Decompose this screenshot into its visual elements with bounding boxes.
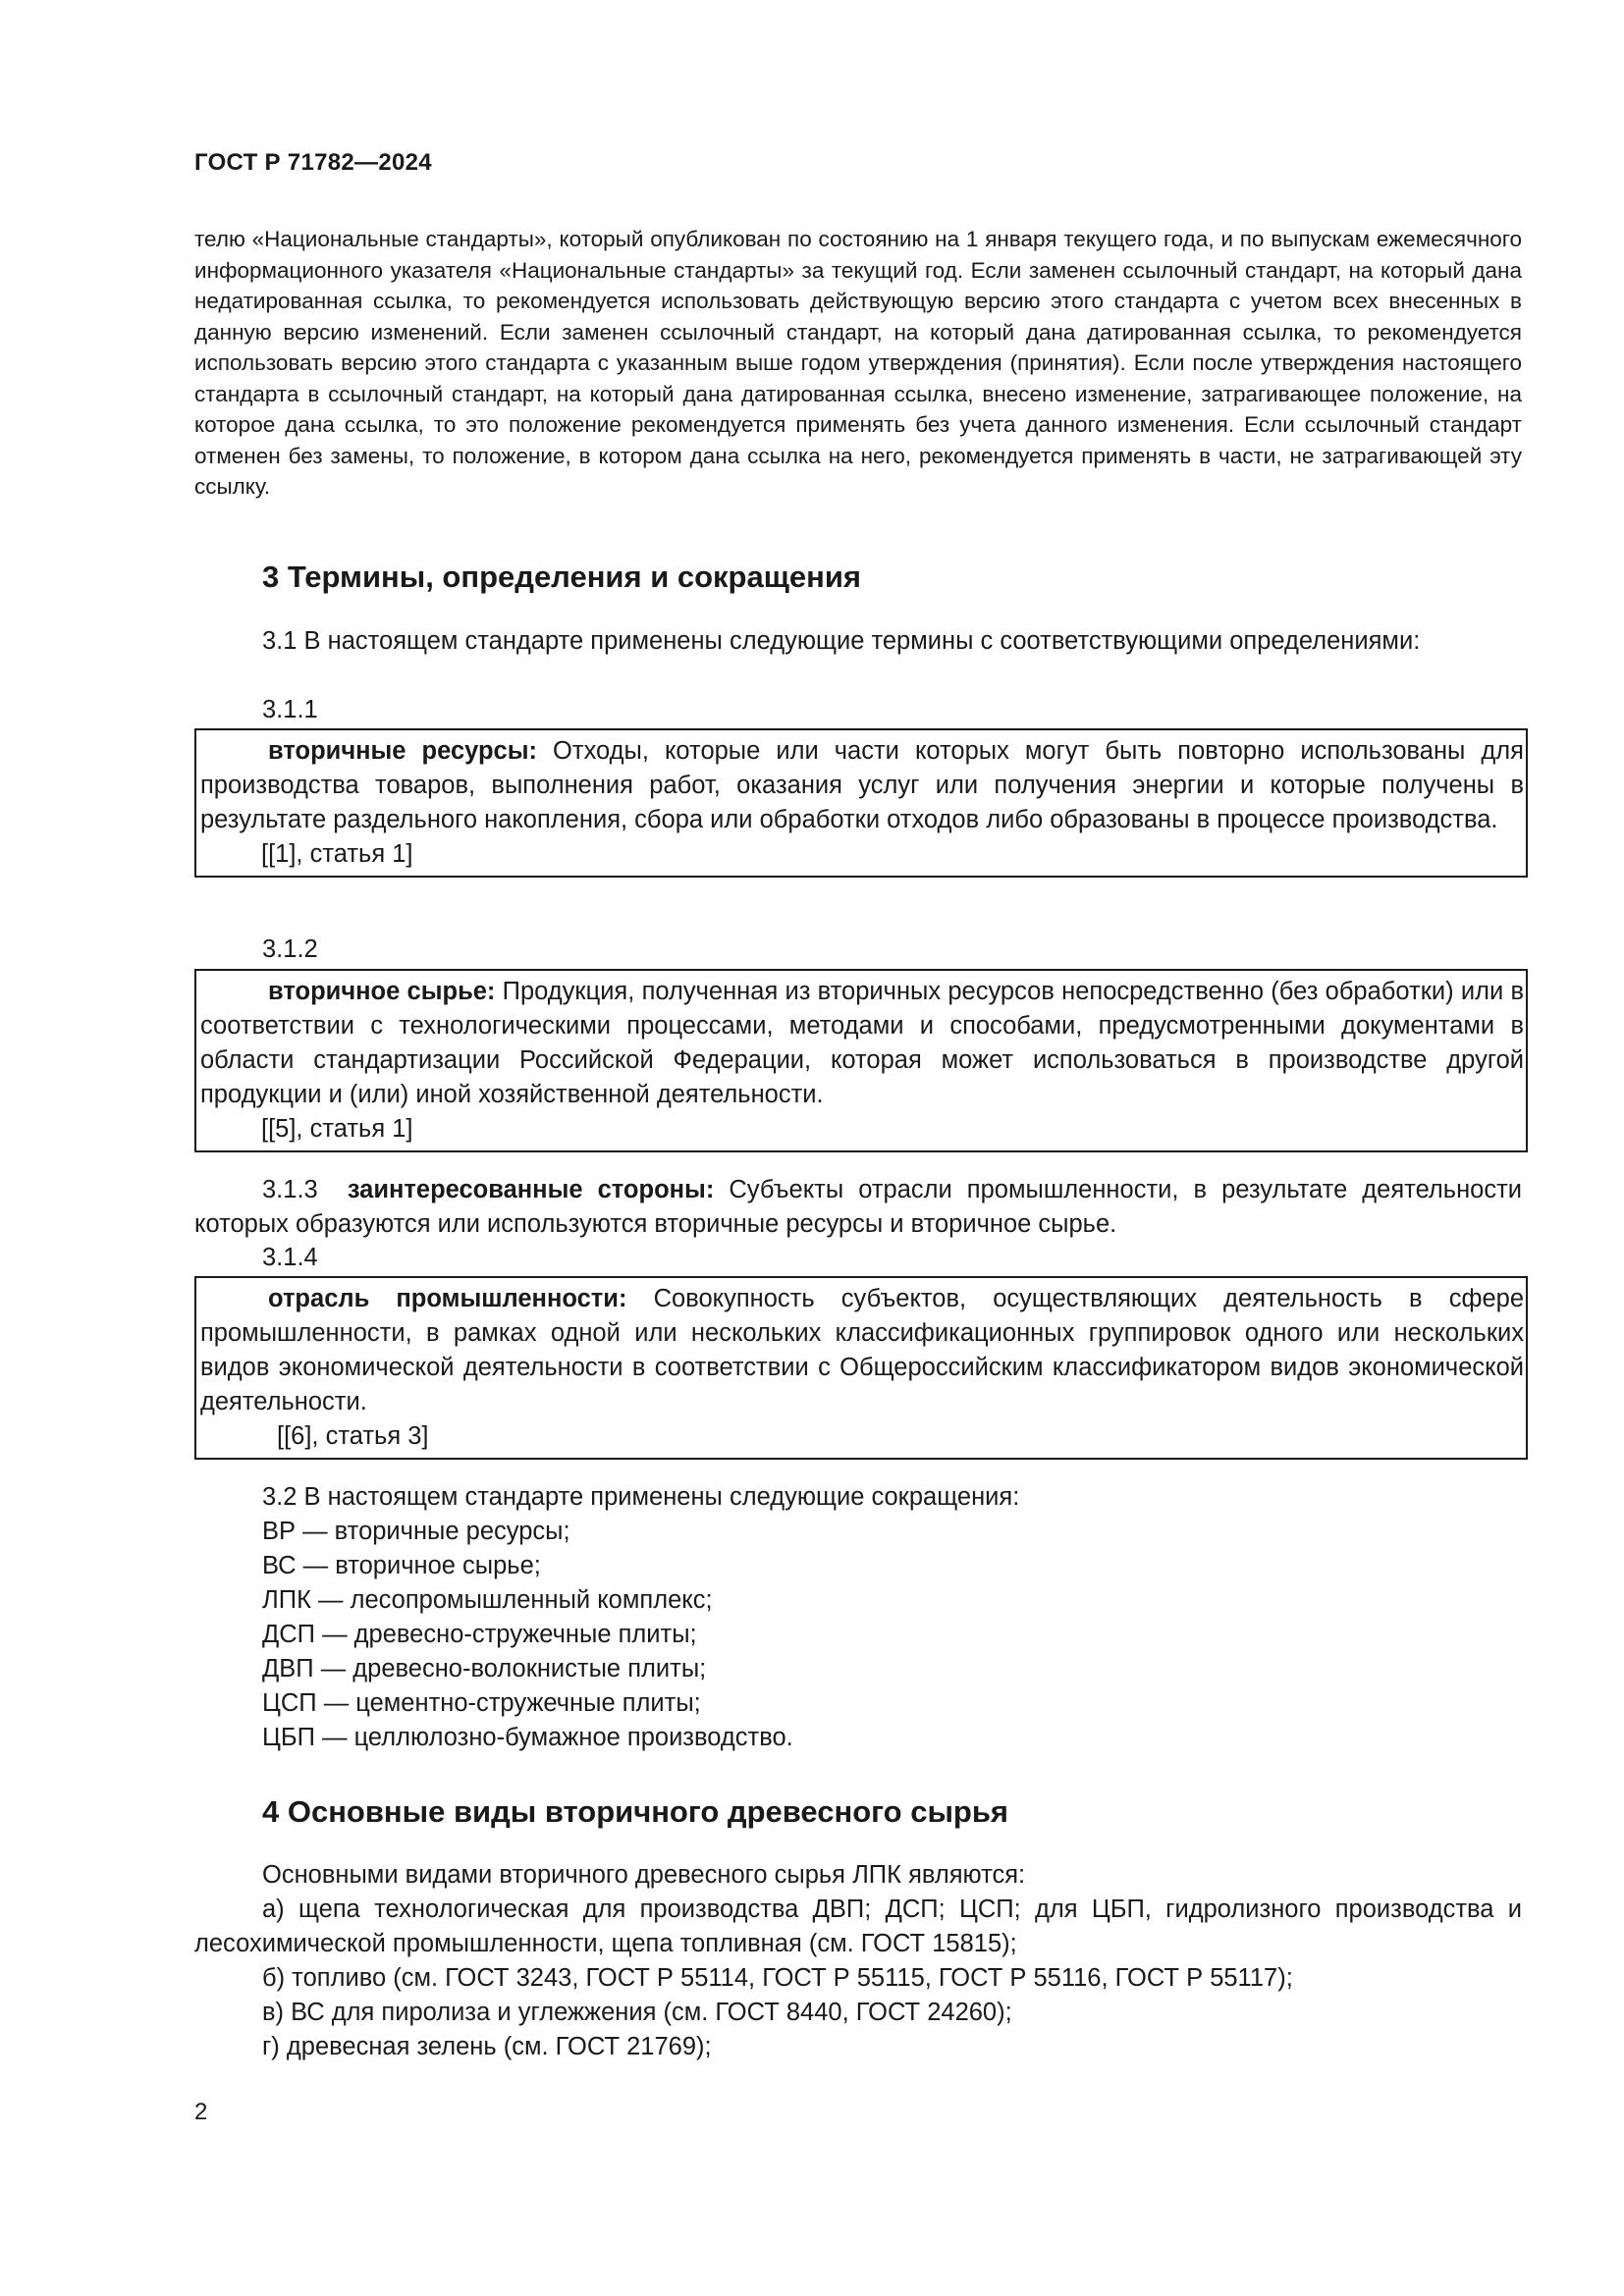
- term-3-1-4-definition: Совокупность субъектов, осуществляющих деятельность в сфере промышленности, в рамках одной или нескольких классификационных группировок одного или нескольких видов экономической деятельности в соответствии с Общероссийским классификатором видов экономической деятельности.: [200, 1285, 1525, 1415]
- section-4-item-v: в) ВС для пиролиза и углежжения (см. ГОСТ 8440, ГОСТ 24260);: [262, 1999, 1012, 2026]
- term-3-1-1-number: 3.1.1: [262, 696, 318, 723]
- section-4-lead: Основными видами вторичного древесного сырья ЛПК являются:: [262, 1861, 1026, 1889]
- abbreviation-item: ЦСП — цементно-стружечные плиты;: [262, 1689, 701, 1717]
- term-3-1-3-definition: Субъекты отрасли промышленности, в результате деятельности которых образуются или используются вторичные ресурсы и вторичное сырье.: [194, 1176, 1523, 1238]
- term-box-3-1-2: [194, 969, 1528, 1152]
- term-3-1-4-name: отрасль промышленности:: [268, 1285, 627, 1312]
- term-3-1-4-number: 3.1.4: [262, 1244, 318, 1271]
- term-3-1-3-number: 3.1.3: [262, 1176, 318, 1203]
- term-3-1-4-source: [[6], статья 3]: [277, 1422, 429, 1450]
- paragraph-3-2: 3.2 В настоящем стандарте применены следующие сокращения:: [262, 1483, 1020, 1511]
- section-4-item-a: а) щепа технологическая для производства ДВП; ДСП; ЦСП; для ЦБП, гидролизного производства и лесохимической промышленности, щепа топливная (см. ГОСТ 15815);: [194, 1896, 1522, 1957]
- term-3-1-2-source: [[5], статья 1]: [261, 1115, 413, 1143]
- term-box-3-1-1: [194, 728, 1528, 878]
- abbreviation-item: ЦБП — целлюлозно-бумажное производство.: [262, 1724, 793, 1751]
- section-4-item-g: г) древесная зелень (см. ГОСТ 21769);: [262, 2033, 712, 2060]
- intro-paragraph: телю «Национальные стандарты», который опубликован по состоянию на 1 января текущего года, и по выпускам ежемесячного информационного указателя «Национальные стандарты» за текущий год. Если заменен ссылочный стандарт, на который дана недатированная ссылка, то рекомендуется использовать действующую версию этого стандарта с учетом всех внесенных в данную версию изменений. Если заменен ссылочный стандарт, на который дана датированная ссылка, то рекомендуется использовать версию этого стандарта с указанным выше годом утверждения (принятия). Если после утверждения настоящего стандарта в ссылочный стандарт, на который дана датированная ссылка, внесено изменение, затрагивающее положение, на которое дана ссылка, то это положение рекомендуется применять без учета данного изменения. Если ссылочный стандарт отменен без замены, то положение, в котором дана ссылка на него, рекомендуется применять в части, не затрагивающей эту ссылку.: [194, 227, 1522, 499]
- term-3-1-1-name: вторичные ресурсы:: [268, 737, 538, 765]
- term-3-1-3-name: заинтересованные стороны:: [347, 1176, 715, 1203]
- abbreviation-item: ДСП — древесно-стружечные плиты;: [262, 1621, 697, 1648]
- document-header: ГОСТ Р 71782—2024: [194, 149, 432, 176]
- abbreviation-item: ДВП — древесно-волокнистые плиты;: [262, 1655, 707, 1682]
- section-4-item-b: б) топливо (см. ГОСТ 3243, ГОСТ Р 55114, ГОСТ Р 55115, ГОСТ Р 55116, ГОСТ Р 55117);: [262, 1964, 1293, 1992]
- abbreviation-item: ВС — вторичное сырье;: [262, 1552, 541, 1579]
- term-3-1-1-definition: Отходы, которые или части которых могут быть повторно использованы для производства товаров, выполнения работ, оказания услуг или получения энергии и которые получены в результате раздельного накопления, сбора или обработки отходов либо образованы в процессе производства.: [200, 737, 1524, 833]
- term-box-3-1-4: [194, 1276, 1528, 1460]
- page-number: 2: [194, 2099, 208, 2125]
- term-3-1-2-definition: Продукция, полученная из вторичных ресурсов непосредственно (без обработки) или в соответствии с технологическими процессами, методами и способами, предусмотренными документами в области стандартизации Российской Федерации, которая может использоваться в производстве другой продукции и (или) иной хозяйственной деятельности.: [200, 978, 1524, 1108]
- term-3-1-2-name: вторичное сырье:: [268, 978, 496, 1005]
- term-3-1-3: [194, 1173, 1522, 1242]
- abbreviation-list: [262, 1515, 793, 1755]
- section-4-title: 4 Основные виды вторичного древесного сырья: [262, 1794, 1008, 1829]
- abbreviation-item: ЛПК — лесопромышленный комплекс;: [262, 1586, 713, 1614]
- paragraph-3-1: 3.1 В настоящем стандарте применены следующие термины с соответствующими определениями:: [262, 627, 1421, 655]
- abbreviation-item: ВР — вторичные ресурсы;: [262, 1518, 570, 1545]
- section-3-title: 3 Термины, определения и сокращения: [262, 560, 861, 594]
- term-3-1-1-source: [[1], статья 1]: [261, 840, 413, 868]
- term-3-1-2-number: 3.1.2: [262, 935, 318, 963]
